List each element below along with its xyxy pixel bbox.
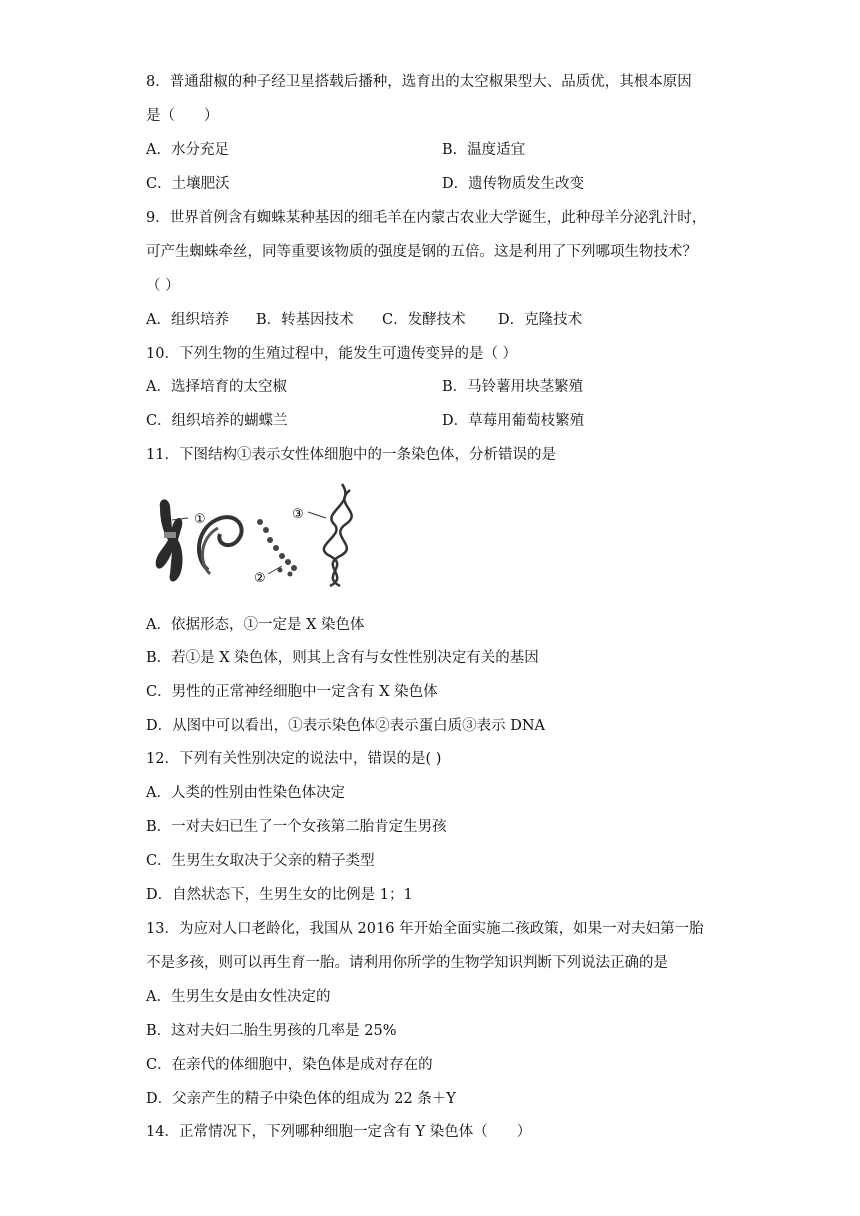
chromosome-structure-figure [150,478,365,590]
figure-label-2: ② [254,571,266,586]
q9-stem-line1: 9．世界首例含有蜘蛛某种基因的细毛羊在内蒙古农业大学诞生，此种母羊分泌乳汁时， [146,210,707,226]
q14-stem: 14．正常情况下，下列哪种细胞一定含有 Y 染色体（ ） [146,1124,532,1140]
q13-stem-line1: 13．为应对人口老龄化，我国从 2016 年开始全面实施二孩政策，如果一对夫妇第一胎 [146,921,704,937]
dna-helix-drawing [324,484,352,586]
q8-option-d: D．遗传物质发生改变 [442,176,585,192]
q9-option-d: D．克隆技术 [498,312,583,328]
q8-stem-line1: 8．普通甜椒的种子经卫星搭载后播种，选育出的太空椒果型大、品质优，其根本原因 [146,74,692,90]
q11-stem: 11．下图结构①表示女性体细胞中的一条染色体，分析错误的是 [146,447,556,463]
q13-stem-line2: 不是多孩，则可以再生育一胎。请利用你所学的生物学知识判断下列说法正确的是 [146,955,668,971]
q13-option-b: B．这对夫妇二胎生男孩的几率是 25% [146,1023,397,1039]
q9-stem-line3: （ ） [146,278,180,294]
nucleosome-beads-drawing [257,519,297,577]
q8-option-a: A．水分充足 [146,142,229,158]
q9-stem-line2: 可产生蜘蛛牵丝，同等重要该物质的强度是钢的五倍。这是利用了下列哪项生物技术？ [146,244,697,260]
q11-option-d: D．从图中可以看出，①表示染色体②表示蛋白质③表示 DNA [146,718,546,734]
q12-stem: 12．下列有关性别决定的说法中，错误的是( ) [146,751,442,767]
q10-stem: 10．下列生物的生殖过程中，能发生可遗传变异的是（ ） [146,346,518,362]
q10-option-c: C．组织培养的蝴蝶兰 [146,413,288,429]
q9-option-a: A．组织培养 [146,312,229,328]
q9-option-c: C．发酵技术 [382,312,466,328]
q13-option-a: A．生男生女是由女性决定的 [146,989,331,1005]
chromosome-drawing [156,499,183,581]
q10-option-d: D．草莓用葡萄枝繁殖 [442,413,585,429]
q10-option-a: A．选择培育的太空椒 [146,379,287,395]
q9-options-row [146,310,582,330]
q11-option-b: B．若①是 X 染色体，则其上含有与女性性别决定有关的基因 [146,650,539,666]
q8-stem-line2: 是（ ） [146,108,219,124]
q8-option-c: C．土壤肥沃 [146,176,230,192]
q10-option-b: B．马铃薯用块茎繁殖 [442,379,584,395]
q13-option-d: D．父亲产生的精子中染色体的组成为 22 条＋Y [146,1091,456,1107]
q12-option-a: A．人类的性别由性染色体决定 [146,785,345,801]
q12-option-b: B．一对夫妇已生了一个女孩第二胎肯定生男孩 [146,819,447,835]
q13-option-c: C．在亲代的体细胞中，染色体是成对存在的 [146,1057,433,1073]
q11-option-a: A．依据形态，①一定是 X 染色体 [146,617,365,633]
q11-option-c: C．男性的正常神经细胞中一定含有 X 染色体 [146,684,438,700]
q9-option-b: B．转基因技术 [256,312,354,328]
figure-label-3: ③ [292,507,304,522]
q12-option-d: D．自然状态下，生男生女的比例是 1；1 [146,887,413,903]
q12-option-c: C．生男生女取决于父亲的精子类型 [146,853,375,869]
figure-label-1: ① [194,512,206,527]
q8-option-b: B．温度适宜 [442,142,526,158]
